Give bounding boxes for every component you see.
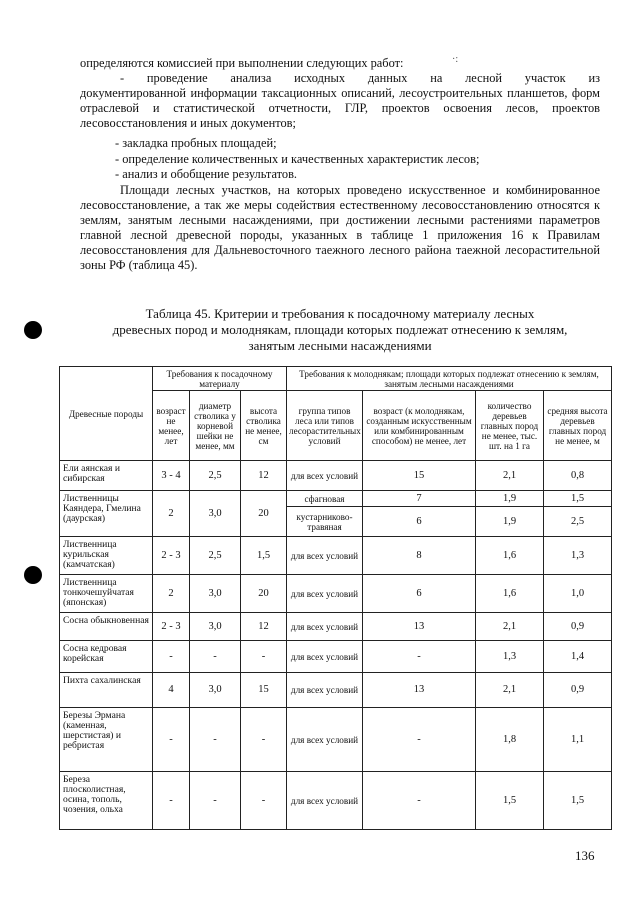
table-row [60, 673, 612, 708]
species-cell: Береза плосколистная, осина, тополь, чозения, ольха [60, 772, 153, 830]
forest-type-cell: для всех условий [287, 613, 363, 641]
scan-speck: ·: [452, 54, 459, 65]
table-row [60, 491, 612, 507]
list-item-analysis-first: - проведение анализа исходных данных на лесной участок из [120, 71, 600, 85]
forest-type-cell: для всех условий [287, 673, 363, 708]
diameter-cell: - [190, 708, 241, 772]
young-age-cell: 13 [363, 673, 476, 708]
avg-height-cell: 1,3 [544, 537, 612, 575]
punch-hole-top [24, 321, 42, 339]
count-cell: 1,6 [476, 575, 544, 613]
header-forest-type: группа типов леса или типов лесорастительных условий [287, 391, 363, 461]
header-age: возраст не менее, лет [153, 391, 190, 461]
count-cell: 1,8 [476, 708, 544, 772]
species-cell: Ели аянская и сибирская [60, 461, 153, 491]
young-age-cell: 7 [363, 491, 476, 507]
header-group-young: Требования к молоднякам; площади которых подлежат отнесению к землям, занятым лесными насаждениями [287, 367, 612, 391]
age-cell: - [153, 641, 190, 673]
avg-height-cell: 0,8 [544, 461, 612, 491]
forest-type-cell: для всех условий [287, 708, 363, 772]
count-cell: 1,5 [476, 772, 544, 830]
avg-height-cell: 0,9 [544, 613, 612, 641]
header-count: количество деревьев главных пород не менее, тыс. шт. на 1 га [476, 391, 544, 461]
young-age-cell: 6 [363, 507, 476, 537]
table-caption [110, 306, 570, 354]
list-item-characteristics: - определение количественных и качественных характеристик лесов; [115, 152, 480, 166]
avg-height-cell: 1,0 [544, 575, 612, 613]
count-cell: 2,1 [476, 461, 544, 491]
young-age-cell: 13 [363, 613, 476, 641]
header-group-planting: Требования к посадочному материалу [153, 367, 287, 391]
table-row [60, 461, 612, 491]
header-diameter: диаметр стволика у корневой шейки не менее, мм [190, 391, 241, 461]
caption-line-3: занятым лесными насаждениями [248, 338, 432, 353]
diameter-cell: 3,0 [190, 575, 241, 613]
caption-line-1: Таблица 45. Критерии и требования к посадочному материалу лесных [145, 306, 535, 321]
diameter-cell: 2,5 [190, 537, 241, 575]
species-cell: Лиственница тонкочешуйчатая (японская) [60, 575, 153, 613]
diameter-cell: 2,5 [190, 461, 241, 491]
page-number: 136 [575, 848, 595, 863]
species-cell: Сосна обыкновенная [60, 613, 153, 641]
count-cell: 2,1 [476, 613, 544, 641]
punch-hole-bottom [24, 566, 42, 584]
list-item-results: - анализ и обобщение результатов. [115, 167, 298, 181]
avg-height-cell: 0,9 [544, 673, 612, 708]
avg-height-cell: 1,5 [544, 491, 612, 507]
forest-type-cell: для всех условий [287, 461, 363, 491]
young-age-cell: 15 [363, 461, 476, 491]
table-row [60, 641, 612, 673]
count-cell: 1,9 [476, 507, 544, 537]
header-height: высота стволика не менее, см [241, 391, 287, 461]
age-cell: 2 - 3 [153, 537, 190, 575]
species-cell: Лиственница курильская (камчатская) [60, 537, 153, 575]
height-cell: - [241, 772, 287, 830]
height-cell: 15 [241, 673, 287, 708]
forest-type-cell: для всех условий [287, 641, 363, 673]
diameter-cell: - [190, 772, 241, 830]
header-species: Древесные породы [60, 367, 153, 461]
age-cell: 2 [153, 491, 190, 537]
list-item-analysis-rest: документированной информации таксационных описаний, лесоустроительных планшетов, форм отраслевой и статистической отчетности, ГЛР, проектов освоения лесов, проектов лесовосстановления и иных документов; [80, 86, 600, 130]
forest-type-cell: сфагновая [287, 491, 363, 507]
age-cell: 3 - 4 [153, 461, 190, 491]
table-row [60, 772, 612, 830]
species-cell: Березы Эрмана (каменная, шерстистая) и ребристая [60, 708, 153, 772]
caption-line-2: древесных пород и молоднякам, площади которых подлежат отнесению к землям, [112, 322, 568, 337]
avg-height-cell: 1,4 [544, 641, 612, 673]
diameter-cell: - [190, 641, 241, 673]
height-cell: 1,5 [241, 537, 287, 575]
forest-type-cell: для всех условий [287, 537, 363, 575]
table-row [60, 537, 612, 575]
diameter-cell: 3,0 [190, 613, 241, 641]
criteria-table [59, 366, 612, 830]
count-cell: 1,6 [476, 537, 544, 575]
height-cell: 20 [241, 491, 287, 537]
species-cell: Сосна кедровая корейская [60, 641, 153, 673]
avg-height-cell: 1,1 [544, 708, 612, 772]
height-cell: 20 [241, 575, 287, 613]
count-cell: 1,3 [476, 641, 544, 673]
species-cell: Пихта сахалинская [60, 673, 153, 708]
avg-height-cell: 2,5 [544, 507, 612, 537]
intro-line: определяются комиссией при выполнении следующих работ: [80, 56, 404, 70]
forest-type-cell: для всех условий [287, 772, 363, 830]
species-cell: Лиственницы Каяндера, Гмелина (даурская) [60, 491, 153, 537]
young-age-cell: 6 [363, 575, 476, 613]
age-cell: 2 - 3 [153, 613, 190, 641]
header-row-groups [60, 367, 612, 391]
forest-type-cell: для всех условий [287, 575, 363, 613]
header-avg-height: средняя высота деревьев главных пород не менее, м [544, 391, 612, 461]
count-cell: 2,1 [476, 673, 544, 708]
diameter-cell: 3,0 [190, 673, 241, 708]
age-cell: - [153, 708, 190, 772]
table-row [60, 708, 612, 772]
age-cell: - [153, 772, 190, 830]
young-age-cell: - [363, 772, 476, 830]
table-row [60, 613, 612, 641]
young-age-cell: - [363, 641, 476, 673]
age-cell: 2 [153, 575, 190, 613]
paragraph-areas: Площади лесных участков, на которых проведено искусственное и комбинированное лесовосстановление, а так же меры содействия естественному лесовосстановлению относятся к землям, занятым лесными насаждениями, при достижении лесными растениями параметров главной лесной древесной породы, указанных в таблице 1 приложения 16 к Правилам лесовосстановления для Дальневосточного таежного лесного района таежной лесорастительной зоны РФ (таблица 45). [80, 183, 600, 272]
young-age-cell: 8 [363, 537, 476, 575]
forest-type-cell: кустарниково-травяная [287, 507, 363, 537]
header-young-age: возраст (к молоднякам, созданным искусственным или комбинированным способом) не менее, лет [363, 391, 476, 461]
diameter-cell: 3,0 [190, 491, 241, 537]
height-cell: - [241, 708, 287, 772]
young-age-cell: - [363, 708, 476, 772]
table-row [60, 575, 612, 613]
count-cell: 1,9 [476, 491, 544, 507]
list-item-plots: - закладка пробных площадей; [115, 136, 277, 150]
age-cell: 4 [153, 673, 190, 708]
height-cell: 12 [241, 613, 287, 641]
avg-height-cell: 1,5 [544, 772, 612, 830]
height-cell: - [241, 641, 287, 673]
height-cell: 12 [241, 461, 287, 491]
